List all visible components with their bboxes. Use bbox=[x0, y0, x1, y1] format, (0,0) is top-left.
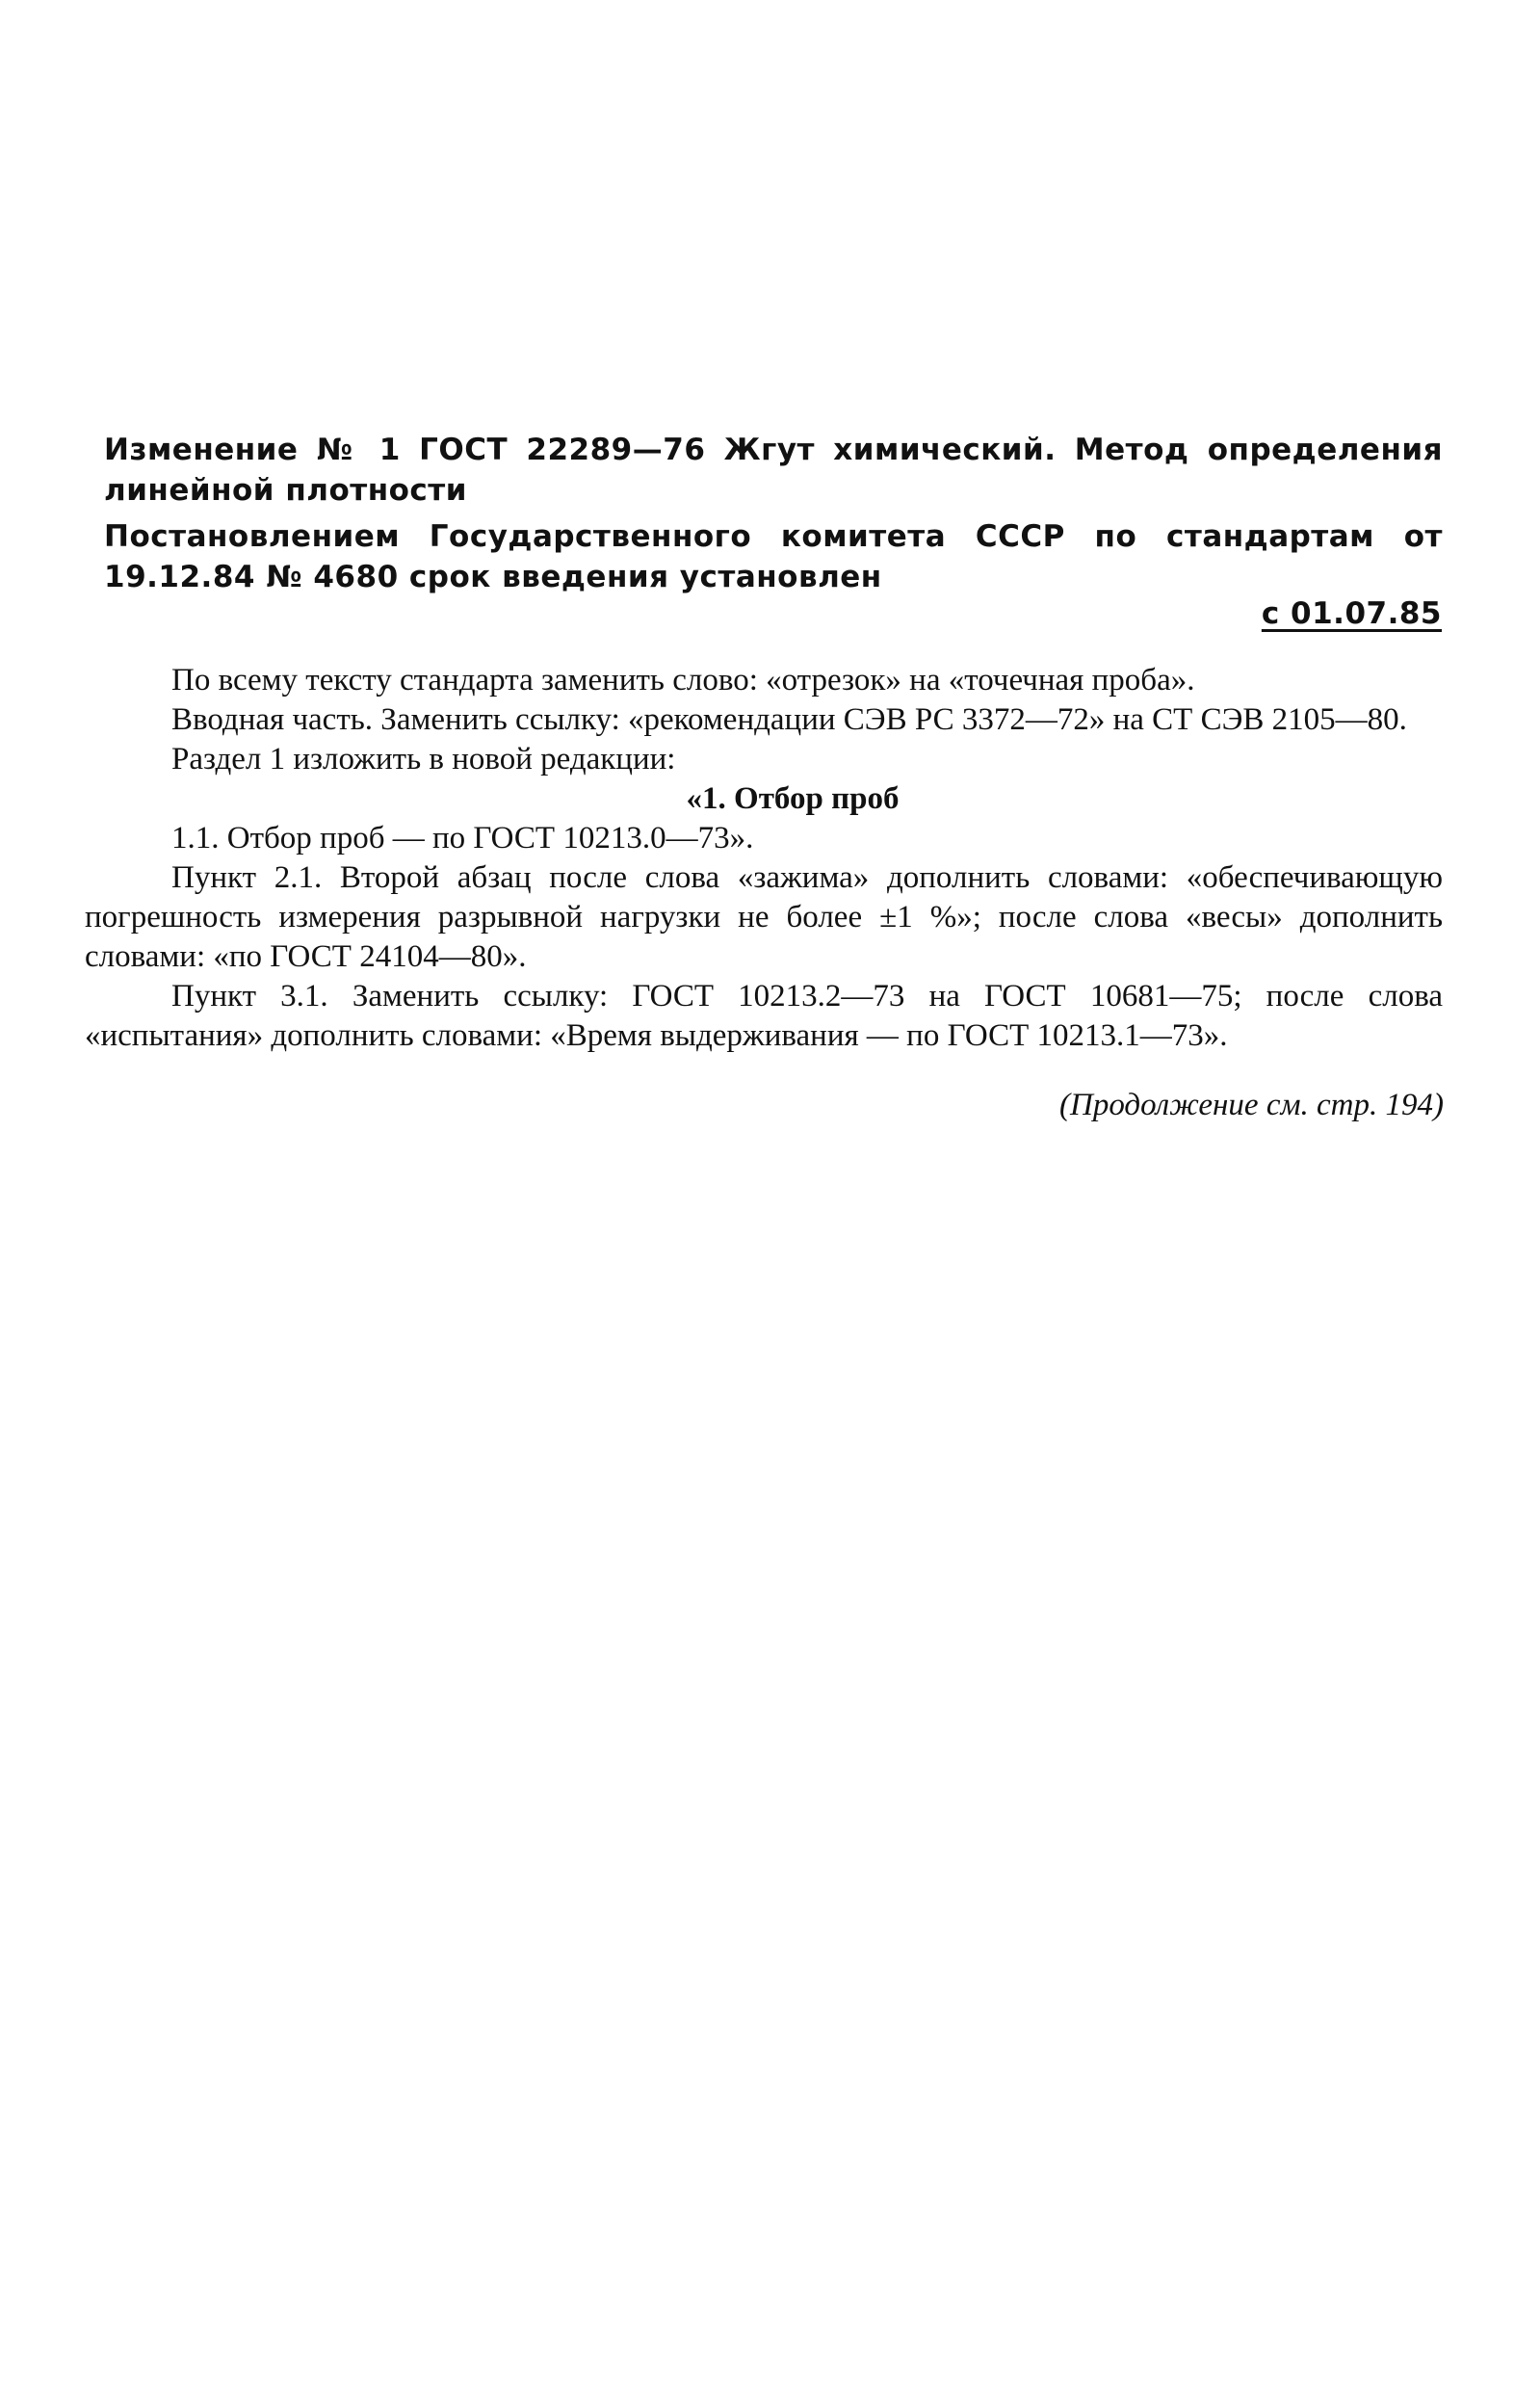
paragraph-2-1: Пункт 2.1. Второй абзац после слова «зажима» дополнить словами: «обеспечивающую погрешность измерения разрывной нагрузки не более ±1 %»; после слова «весы» дополнить словами: «по ГОСТ 24104—80». bbox=[85, 860, 1443, 974]
effective-date: с 01.07.85 bbox=[1261, 596, 1442, 631]
paragraph-1-1: 1.1. Отбор проб — по ГОСТ 10213.0—73». bbox=[171, 821, 754, 856]
continuation-note: (Продолжение см. стр. 194) bbox=[1059, 1088, 1444, 1122]
paragraph-introduction: Вводная часть. Заменить ссылку: «рекомендации СЭВ РС 3372—72» на СТ СЭВ 2105—80. bbox=[171, 702, 1407, 737]
section-heading: «1. Отбор проб bbox=[686, 781, 900, 816]
amendment-title: Изменение № 1 ГОСТ 22289—76 Жгут химический. Метод определения линейной плотности bbox=[104, 433, 1443, 508]
paragraph-section-1: Раздел 1 изложить в новой редакции: bbox=[171, 742, 676, 777]
paragraph-3-1: Пункт 3.1. Заменить ссылку: ГОСТ 10213.2—73 на ГОСТ 10681—75; после слова «испытания» дополнить словами: «Время выдерживания — по ГОСТ 10213.1—73». bbox=[85, 979, 1443, 1053]
amendment-body bbox=[85, 661, 1443, 1056]
approval-statement: Постановлением Государственного комитета СССР по стандартам от 19.12.84 № 4680 срок введения установлен bbox=[104, 519, 1443, 594]
paragraph-replace-word: По всему тексту стандарта заменить слово: «отрезок» на «точечная проба». bbox=[171, 663, 1195, 698]
